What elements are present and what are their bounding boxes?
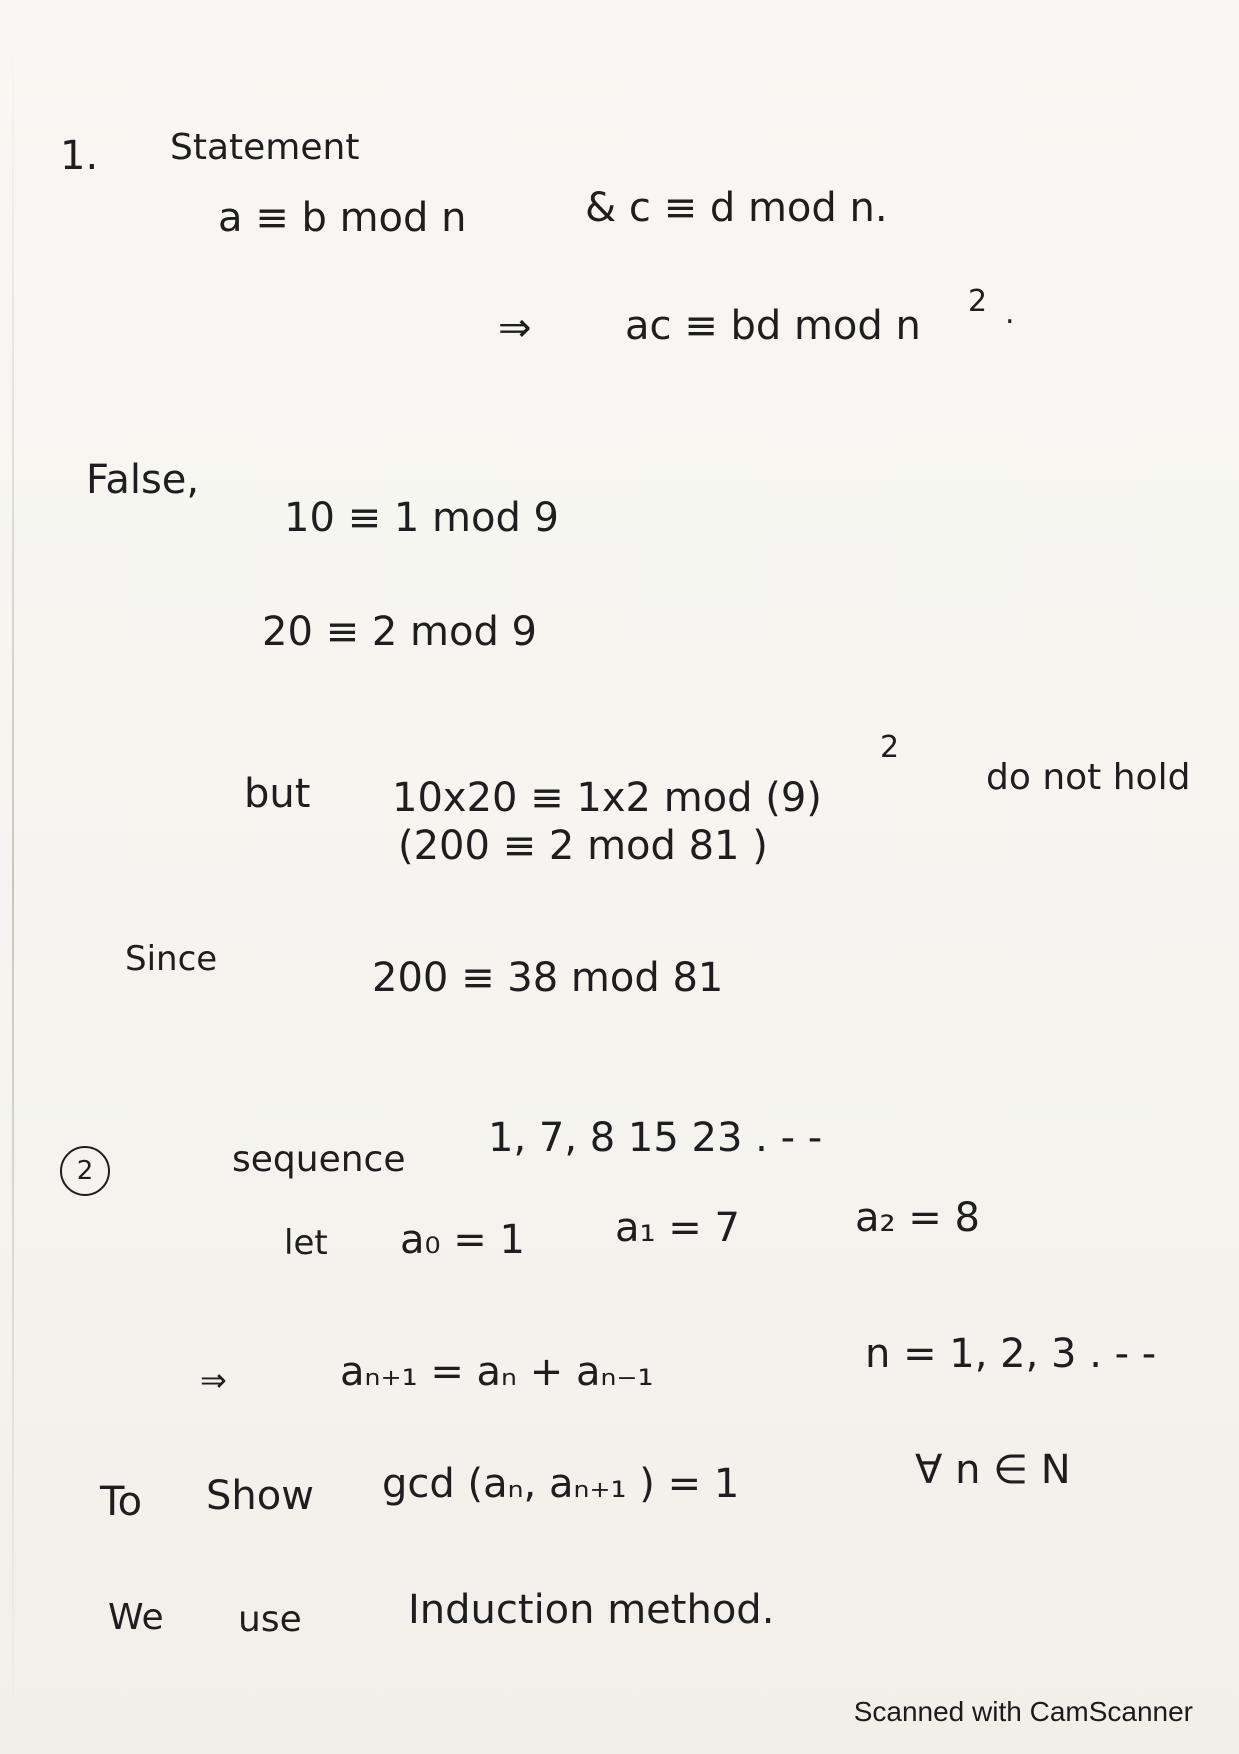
verdict-false: False, [86,457,200,503]
page-edge-shadow [12,40,14,1730]
initial-term-a2: a₂ = 8 [855,1195,980,1241]
show-label: Show [206,1473,314,1519]
problem-1-number: 1. [60,133,99,179]
sequence-values: 1, 7, 8 15 23 . - - [488,1115,823,1161]
since-label: Since [125,939,218,979]
initial-term-a1: a₁ = 7 [615,1205,740,1251]
camscanner-watermark: Scanned with CamScanner [853,1696,1193,1727]
problem-2-number: 2 [60,1146,110,1196]
implies-arrow-2: ⇒ [200,1361,227,1399]
index-range: n = 1, 2, 3 . - - [865,1331,1157,1377]
counterexample-eq-2: 20 ≡ 2 mod 9 [262,609,537,655]
product-exponent: 2 [880,730,900,765]
statement-heading: Statement [170,127,360,168]
given-congruence-2: & c ≡ d mod n. [585,185,888,231]
do-not-hold-note: do not hold [986,757,1191,798]
method-statement: Induction method. [408,1587,775,1633]
forall-quantifier: ∀ n ∈ N [915,1447,1071,1493]
product-congruence: 10x20 ≡ 1x2 mod (9) [392,775,822,821]
actual-residue-eq: 200 ≡ 38 mod 81 [372,955,724,1001]
use-label: use [238,1599,302,1640]
we-label: We [108,1597,164,1638]
gcd-statement: gcd (aₙ, aₙ₊₁ ) = 1 [382,1461,740,1507]
but-label: but [244,771,311,817]
implies-arrow-1: ⇒ [498,305,532,351]
claim-period: . [1005,296,1015,331]
given-congruence-1: a ≡ b mod n [218,195,467,241]
to-label: To [100,1479,143,1525]
claimed-congruence: ac ≡ bd mod n [625,303,921,349]
claim-exponent: 2 [968,284,988,319]
let-label: let [284,1223,328,1263]
sequence-label: sequence [232,1139,406,1180]
product-congruence-mod-81: (200 ≡ 2 mod 81 ) [398,823,768,869]
initial-term-a0: a₀ = 1 [400,1217,525,1263]
recurrence-relation: aₙ₊₁ = aₙ + aₙ₋₁ [340,1349,654,1395]
counterexample-eq-1: 10 ≡ 1 mod 9 [284,495,559,541]
